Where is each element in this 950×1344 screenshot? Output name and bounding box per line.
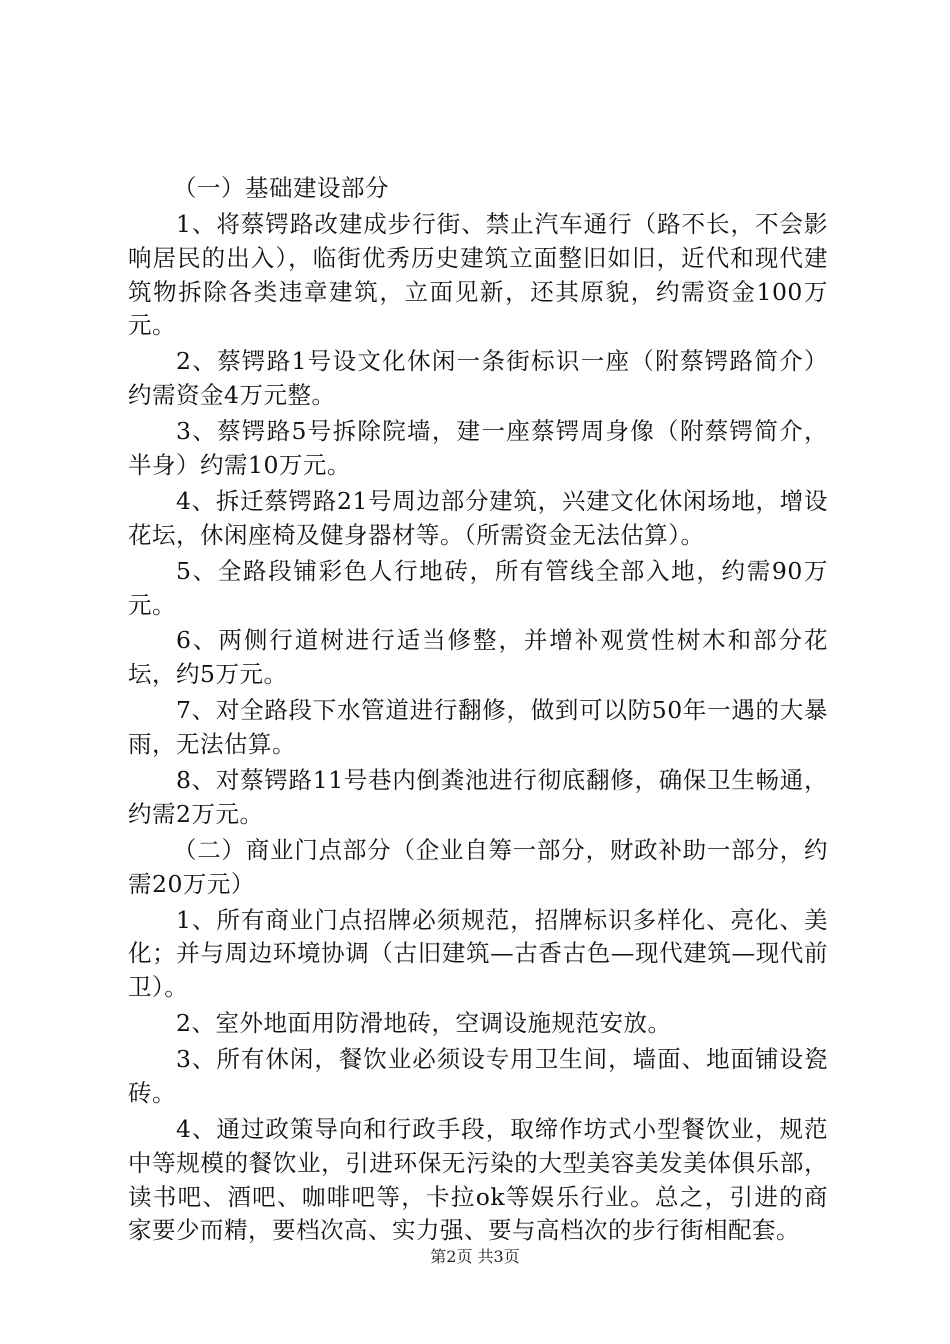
list-item: 4、拆迁蔡锷路21号周边部分建筑，兴建文化休闲场地，增设花坛，休闲座椅及健身器材等。（所需资金无法估算）。: [128, 486, 828, 549]
list-item: 3、蔡锷路5号拆除院墙，建一座蔡锷周身像（附蔡锷简介，半身）约需10万元。: [128, 417, 828, 479]
list-item: 8、对蔡锷路11号巷内倒粪池进行彻底翻修，确保卫生畅通，约需2万元。: [128, 766, 828, 828]
section-heading-infrastructure: （一）基础建设部分: [173, 174, 389, 202]
list-item: 3、所有休闲，餐饮业必须设专用卫生间，墙面、地面铺设瓷砖。: [128, 1045, 828, 1107]
section-heading-commercial: （二）商业门点部分（企业自筹一部分，财政补助一部分，约需20万元）: [128, 835, 828, 898]
list-item: 2、蔡锷路1号设文化休闲一条街标识一座（附蔡锷路简介）约需资金4万元整。: [128, 347, 828, 410]
list-item: 1、将蔡锷路改建成步行街、禁止汽车通行（路不长，不会影响居民的出入），临街优秀历史建筑立面整旧如旧，近代和现代建筑物拆除各类违章建筑，立面见新，还其原貌，约需资金100万元。: [128, 209, 828, 340]
list-item: 5、全路段铺彩色人行地砖，所有管线全部入地，约需90万元。: [128, 556, 828, 619]
list-item: 7、对全路段下水管道进行翻修，做到可以防50年一遇的大暴雨，无法估算。: [128, 696, 828, 759]
document-body: [128, 172, 828, 1250]
list-item: 6、两侧行道树进行适当修整，并增补观赏性树木和部分花坛，约5万元。: [128, 626, 828, 689]
list-item: 2、室外地面用防滑地砖，空调设施规范安放。: [176, 1009, 672, 1038]
list-item: 4、通过政策导向和行政手段，取缔作坊式小型餐饮业，规范中等规模的餐饮业，引进环保无污染的大型美容美发美体俱乐部，读书吧、酒吧、咖啡吧等，卡拉ok等娱乐行业。总之，引进的商家要少而精，要档次高、实力强、要与高档次的步行街相配套。: [128, 1114, 828, 1245]
page-footer: 第2页 共3页: [430, 1247, 520, 1266]
list-item: 1、所有商业门点招牌必须规范，招牌标识多样化、亮化、美化；并与周边环境协调（古旧建筑—古香古色—现代建筑—现代前卫）。: [128, 905, 828, 1002]
